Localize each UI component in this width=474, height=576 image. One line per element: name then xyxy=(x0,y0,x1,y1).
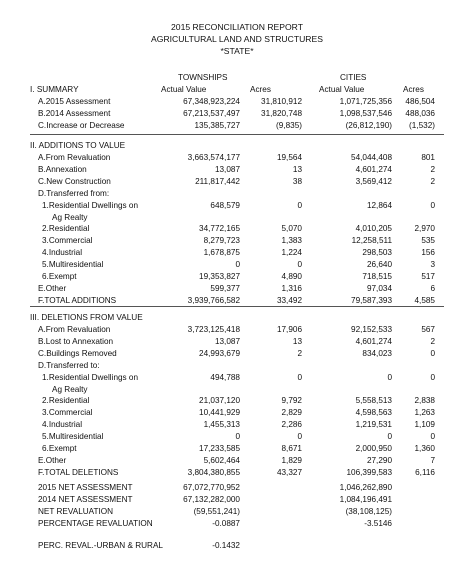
city-acres: 0 xyxy=(430,200,435,210)
city-value: 718,515 xyxy=(362,272,392,281)
township-value: 599,377 xyxy=(210,283,240,293)
city-acres: 2,970 xyxy=(414,224,435,234)
city-acres: 2 xyxy=(430,176,435,186)
township-acres: 19,564 xyxy=(276,153,302,162)
city-value: 97,034 xyxy=(366,283,392,293)
section-divider xyxy=(30,134,444,135)
city-acres: 0 xyxy=(430,432,435,442)
city-value: 0 xyxy=(387,432,392,442)
row-label: Ag Realty xyxy=(52,384,88,394)
row-label: E.Other xyxy=(38,283,67,293)
township-value: 8,279,723 xyxy=(203,236,240,246)
township-value: 24,993,679 xyxy=(199,348,240,358)
city-value: 1,219,531 xyxy=(355,420,392,430)
city-value: 26,640 xyxy=(366,260,392,270)
city-value: 298,503 xyxy=(362,248,392,258)
city-acres: 3 xyxy=(430,260,435,270)
total-label: 2015 NET ASSESSMENT xyxy=(38,483,133,492)
city-acres: 6,116 xyxy=(415,467,435,477)
section-divider xyxy=(30,306,444,307)
row-label: Ag Realty xyxy=(52,212,88,222)
city-acres: 2 xyxy=(430,164,435,174)
row-label: B.Lost to Annexation xyxy=(38,336,114,346)
total-township-value: 67,072,770,952 xyxy=(183,483,240,492)
row-label: 4.Industrial xyxy=(42,420,83,430)
row-label: F.TOTAL ADDITIONS xyxy=(38,295,117,305)
row-label: 1.Residential Dwellings on xyxy=(42,200,139,210)
township-acres: 31,820,748 xyxy=(261,108,302,118)
township-value: 3,663,574,177 xyxy=(187,153,240,162)
row-label: 6.Exempt xyxy=(42,444,77,453)
township-acres: 0 xyxy=(297,260,302,270)
township-value: 17,233,585 xyxy=(199,444,240,453)
row-label: A.From Revaluation xyxy=(38,325,111,334)
city-value: 1,098,537,546 xyxy=(339,108,392,118)
deletions-heading: III. DELETIONS FROM VALUE xyxy=(30,313,143,322)
city-acres: 1,360 xyxy=(414,444,435,453)
township-value: 19,353,827 xyxy=(199,272,240,281)
perc-reval-label: PERC. REVAL.-URBAN & RURAL xyxy=(38,541,163,550)
city-acres: 517 xyxy=(421,272,435,281)
city-value: 5,558,513 xyxy=(355,396,392,406)
township-actual-value-header: Actual Value xyxy=(161,85,207,94)
city-acres: 486,504 xyxy=(405,97,435,106)
row-label: A.2015 Assessment xyxy=(38,97,111,106)
row-label: 4.Industrial xyxy=(42,248,83,258)
city-acres: 488,036 xyxy=(405,108,435,118)
row-label: 6.Exempt xyxy=(42,272,77,281)
row-label: F.TOTAL DELETIONS xyxy=(38,467,119,477)
row-label: 3.Commercial xyxy=(42,236,93,246)
township-acres: 43,327 xyxy=(276,467,302,477)
total-city-value: -3.5146 xyxy=(364,518,392,528)
perc-reval-value: -0.1432 xyxy=(212,541,240,550)
report-subtitle: AGRICULTURAL LAND AND STRUCTURES xyxy=(151,34,323,44)
city-value: 12,864 xyxy=(366,200,392,210)
city-value: 4,601,274 xyxy=(355,164,392,174)
city-value: 0 xyxy=(387,372,392,382)
township-value: 1,455,313 xyxy=(203,420,240,430)
total-township-value: -0.0887 xyxy=(212,518,240,528)
row-label: E.Other xyxy=(38,455,67,465)
township-value: 21,037,120 xyxy=(199,396,240,406)
row-label: C.Increase or Decrease xyxy=(38,120,125,130)
township-acres: 0 xyxy=(297,432,302,442)
total-label: PERCENTAGE REVALUATION xyxy=(38,518,153,528)
city-acres: 0 xyxy=(430,348,435,358)
township-value: 1,678,875 xyxy=(203,248,240,258)
township-acres: 8,671 xyxy=(281,444,302,453)
township-value: 3,804,380,855 xyxy=(187,467,240,477)
total-city-value: 1,084,196,491 xyxy=(339,494,392,504)
city-acres: 0 xyxy=(430,372,435,382)
township-acres: 2 xyxy=(297,348,302,358)
row-label: D.Transferred to: xyxy=(38,360,100,370)
township-acres: 13 xyxy=(292,336,302,346)
row-label: 1.Residential Dwellings on xyxy=(42,372,139,382)
city-actual-value-header: Actual Value xyxy=(319,85,365,94)
township-acres: 9,792 xyxy=(281,396,302,406)
township-acres: 1,383 xyxy=(281,236,302,246)
city-acres: 535 xyxy=(421,236,435,246)
township-value: 494,788 xyxy=(210,372,240,382)
township-acres: 4,890 xyxy=(281,272,302,281)
township-acres: 1,316 xyxy=(281,283,302,293)
city-value: 3,569,412 xyxy=(355,176,392,186)
total-city-value: (38,108,125) xyxy=(345,506,392,516)
city-value: 79,587,393 xyxy=(351,295,392,305)
township-value: 13,087 xyxy=(214,164,240,174)
city-acres: 567 xyxy=(421,325,435,334)
city-value: 106,399,583 xyxy=(346,467,392,477)
township-value: 34,772,165 xyxy=(199,224,240,234)
township-acres-header: Acres xyxy=(250,85,271,94)
row-label: C.New Construction xyxy=(38,176,111,186)
township-acres: 33,492 xyxy=(276,295,302,305)
row-label: 5.Multiresidential xyxy=(42,432,104,442)
township-value: 0 xyxy=(235,260,240,270)
city-acres: 156 xyxy=(421,248,435,258)
township-acres: 0 xyxy=(297,372,302,382)
city-value: 12,258,511 xyxy=(351,236,392,246)
total-township-value: 67,132,282,000 xyxy=(183,494,240,504)
row-label: C.Buildings Removed xyxy=(38,348,117,358)
city-acres: 1,109 xyxy=(414,420,435,430)
city-value: 834,023 xyxy=(362,348,392,358)
row-label: A.From Revaluation xyxy=(38,153,111,162)
city-acres: 2 xyxy=(430,336,435,346)
cities-header: CITIES xyxy=(340,73,367,82)
township-acres: 17,906 xyxy=(276,325,302,334)
report-title: 2015 RECONCILIATION REPORT xyxy=(171,22,303,32)
total-label: 2014 NET ASSESSMENT xyxy=(38,494,133,504)
row-label: B.2014 Assessment xyxy=(38,108,111,118)
township-acres: 5,070 xyxy=(281,224,302,234)
city-acres: 2,838 xyxy=(414,396,435,406)
township-value: 10,441,929 xyxy=(199,408,240,418)
city-value: 4,601,274 xyxy=(355,336,392,346)
city-acres: 6 xyxy=(430,283,435,293)
city-value: 4,010,205 xyxy=(355,224,392,234)
total-label: NET REVALUATION xyxy=(38,506,114,516)
row-label: 2.Residential xyxy=(42,224,90,234)
township-value: 13,087 xyxy=(214,336,240,346)
summary-heading: I. SUMMARY xyxy=(30,85,79,94)
city-acres: 4,585 xyxy=(414,295,435,305)
township-value: 5,602,464 xyxy=(203,455,240,465)
township-value: 211,817,442 xyxy=(195,176,240,186)
township-acres: 1,829 xyxy=(281,455,302,465)
city-value: 92,152,533 xyxy=(351,325,392,334)
township-acres: 2,286 xyxy=(281,420,302,430)
township-acres: 0 xyxy=(297,200,302,210)
row-label: B.Annexation xyxy=(38,164,87,174)
township-acres: 1,224 xyxy=(281,248,302,258)
township-acres: 38 xyxy=(292,176,302,186)
city-value: 4,598,563 xyxy=(355,408,392,418)
township-value: 67,348,923,224 xyxy=(183,97,240,106)
township-value: 0 xyxy=(235,432,240,442)
township-acres: 31,810,912 xyxy=(261,97,302,106)
row-label: D.Transferred from: xyxy=(38,188,110,198)
total-city-value: 1,046,262,890 xyxy=(339,483,392,492)
total-township-value: (59,551,241) xyxy=(193,506,240,516)
city-value: 27,290 xyxy=(366,455,392,465)
townships-header: TOWNSHIPS xyxy=(178,73,228,82)
township-value: 648,579 xyxy=(210,200,240,210)
city-value: 1,071,725,356 xyxy=(339,97,392,106)
township-acres: (9,835) xyxy=(276,120,302,130)
township-acres: 2,829 xyxy=(281,408,302,418)
township-value: 135,385,727 xyxy=(194,120,240,130)
row-label: 5.Multiresidential xyxy=(42,260,104,270)
city-acres: (1,532) xyxy=(409,120,435,130)
city-value: 54,044,408 xyxy=(351,153,392,162)
township-value: 3,939,766,582 xyxy=(187,295,240,305)
city-value: 2,000,950 xyxy=(355,444,392,453)
report-scope: *STATE* xyxy=(220,46,254,56)
township-acres: 13 xyxy=(292,164,302,174)
row-label: 2.Residential xyxy=(42,396,90,406)
city-acres: 1,263 xyxy=(414,408,435,418)
township-value: 3,723,125,418 xyxy=(187,325,240,334)
additions-heading: II. ADDITIONS TO VALUE xyxy=(30,141,126,150)
city-acres: 801 xyxy=(421,153,435,162)
row-label: 3.Commercial xyxy=(42,408,93,418)
township-value: 67,213,537,497 xyxy=(183,108,240,118)
city-value: (26,812,190) xyxy=(345,120,392,130)
city-acres: 7 xyxy=(430,455,435,465)
city-acres-header: Acres xyxy=(403,85,424,94)
